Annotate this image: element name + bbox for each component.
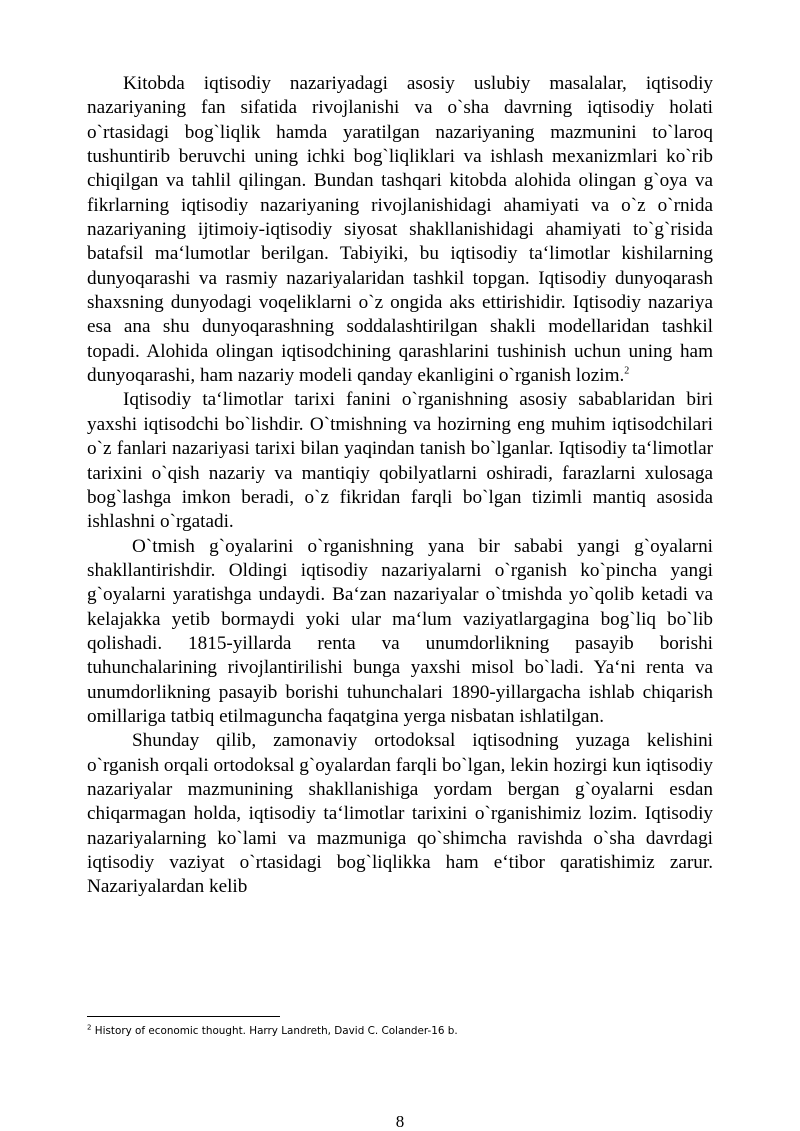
paragraph-2: Iqtisodiy ta‘limotlar tarixi fanini o`rganishning asosiy sabablaridan biri yaxshi iqtisodchi bo`lishdir. O`tmishning va hozirning eng muhim iqtisodchilari o`z fanlari nazariyasi tarixi bilan yaqindan tanish bo`lganlar. Iqtisodiy ta‘limotlar tarixini o`qish nazariy va mantiqiy qobilyatlarni oshiradi, farazlarni xulosaga bog`lashga imkon beradi, o`z fikridan farqli bo`lgan tizimli mantiq asosida ishlashni o`rgatadi. [87,389,713,533]
paragraph-3: O`tmish g`oyalarini o`rganishning yana bir sababi yangi g`oyalarni shakllantirishdir. Oldingi iqtisodiy nazariyalarni o`rganish ko`pincha yangi g`oyalarni yaratishga undaydi. Ba‘zan nazariyalar o`tmishda yo`qolib ketadi va kelajakka yetib bormaydi yoki ular ma‘lum vaziyatlargagina bog`liq bo`lib qolishadi. 1815-yillarda renta va unumdorlikning pasayib borishi tuhunchalarining rivojlantirilishi bunga yaxshi misol bo`ladi. Ya‘ni renta va unumdorlikning pasayib borishi tuhunchalari 1890-yillargacha ishlab chiqarish omillariga tatbiq etilmaguncha faqatgina yerga nisbatan ishlatilgan. [87,535,713,727]
footnote-text: History of economic thought. Harry Landreth, David C. Colander-16 b. [91,1025,458,1037]
body-text [87,72,713,900]
paragraph-1-text: Kitobda iqtisodiy nazariyadagi asosiy uslubiy masalalar, iqtisodiy nazariyaning fan sifatida rivojlanishi va o`sha davrning iqtisodiy holati o`rtasidagi bog`liqlik hamda yaratilgan nazariyaning mazmunini to`laroq tushuntirib beruvchi uning ichki bog`liqliklari va ishlash mexanizmlari ko`rib chiqilgan va tahlil qilingan. Bundan tashqari kitobda alohida olingan g`oya va fikrlarning iqtisodiy nazariyaning rivojlanishidagi ahamiyati va o`z o`rnida nazariyaning ijtimoiy-iqtisodiy siyosat shakllanishidagi ahamiyati to`g`risida batafsil ma‘lumotlar berilgan. Tabiyiki, bu iqtisodiy ta‘limotlar kishilarning dunyoqarashi va rasmiy nazariyalaridan tashkil topgan. Iqtisodiy dunyoqarash shaxsning dunyodagi voqeliklarni o`z ongida aks ettirishidir. Iqtisodiy nazariya esa ana shu dunyoqarashning soddalashtirilgan shakli modellaridan tashkil topadi. Alohida olingan iqtisodchining qarashlarini tushinish uchun uning ham dunyoqarashi, ham nazariy modeli qanday ekanligini o`rganish lozim. [87,73,713,387]
footnote-separator [87,1016,280,1017]
page-number: 8 [395,1112,405,1131]
footnote-reference: 2 [624,365,630,377]
paragraph-4: Shunday qilib, zamonaviy ortodoksal iqtisodning yuzaga kelishini o`rganish orqali ortodoksal g`oyalardan farqli bo`lgan, lekin hozirgi kun iqtisodiy nazariyalar mazmunining shakllanishiga yordam bergan g`oyalarni esdan chiqarmagan holda, iqtisodiy ta‘limotlar tarixini o`rganishimiz lozim. Iqtisodiy nazariyalarning ko`lami va mazmuniga qo`shimcha ravishda o`sha davrdagi iqtisodiy vaziyat o`rtasidagi bog`liqlikka ham e‘tibor qaratishimiz zarur. Nazariyalardan kelib [87,730,713,898]
footnote [87,1024,713,1038]
paragraph-1 [87,72,713,388]
footnote-marker: 2 [87,1023,92,1032]
